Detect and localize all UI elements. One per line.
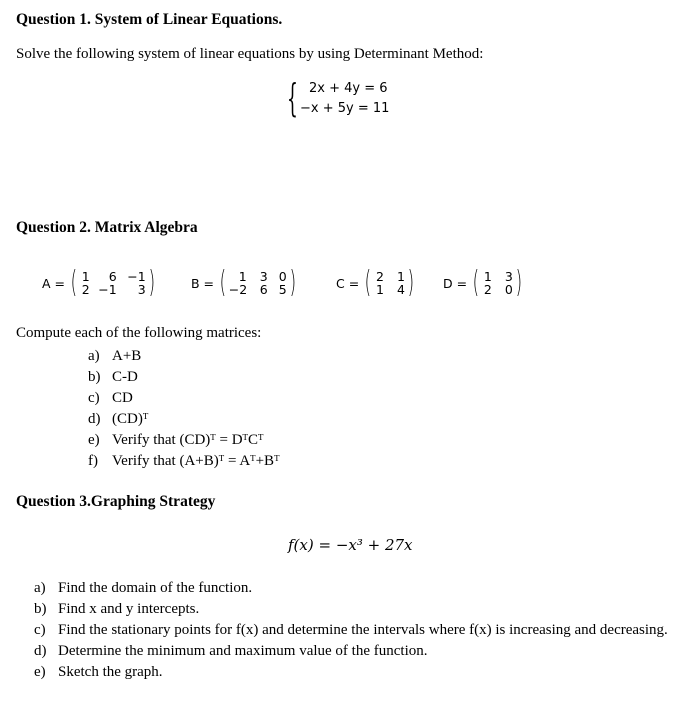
matrix-a-cell: 1 xyxy=(81,269,90,284)
matrix-d-cell: 2 xyxy=(483,282,492,297)
matrix-c: C = ( 2 1 1 4 ) xyxy=(336,265,414,300)
q2-list xyxy=(88,346,280,472)
matrix-d-label: D = xyxy=(443,275,468,291)
matrix-b-cell: −2 xyxy=(228,282,248,297)
matrix-a-cell: 2 xyxy=(81,282,90,297)
matrix-c-cell: 1 xyxy=(396,269,405,284)
list-item: c) CD xyxy=(88,390,133,406)
matrix-a-cell: 3 xyxy=(137,282,146,297)
equation-2: −x + 5y = 11 xyxy=(300,101,390,116)
list-item: e) Verify that (CD)ᵀ = DᵀCᵀ xyxy=(88,432,264,448)
matrix-b-label: B = xyxy=(191,275,215,291)
matrix-a-label: A = xyxy=(42,275,65,291)
matrix-b-cell: 0 xyxy=(278,269,287,284)
q2-intro: Compute each of the following matrices: xyxy=(16,325,262,341)
matrix-b: B = ( 1 3 0 −2 6 5 ) xyxy=(191,265,296,300)
matrix-a-cell: −1 xyxy=(127,269,146,284)
matrix-c-cell: 1 xyxy=(375,282,384,297)
matrix-d-cell: 0 xyxy=(504,282,513,297)
q1-intro: Solve the following system of linear equations by using Determinant Method: xyxy=(16,46,484,62)
list-item: b) Find x and y intercepts. xyxy=(34,601,200,617)
q1-heading: Question 1. System of Linear Equations. xyxy=(16,11,283,28)
matrix-b-cell: 1 xyxy=(238,269,247,284)
list-item: e) Sketch the graph. xyxy=(34,664,163,680)
list-item: d) (CD)ᵀ xyxy=(88,411,149,427)
matrix-c-cell: 2 xyxy=(375,269,384,284)
matrix-c-label: C = xyxy=(336,275,360,291)
equation-1: 2x + 4y = 6 xyxy=(309,81,388,96)
list-item: f) Verify that (A+B)ᵀ = Aᵀ+Bᵀ xyxy=(88,453,280,469)
list-item: b) C-D xyxy=(88,369,138,385)
left-brace: { xyxy=(287,76,298,120)
matrix-a-cell: −1 xyxy=(98,282,117,297)
matrix-b-cell: 6 xyxy=(259,282,268,297)
matrix-a-cell: 6 xyxy=(108,269,117,284)
matrix-d: D = ( 1 3 2 0 ) xyxy=(443,265,522,300)
matrix-b-cell: 5 xyxy=(278,282,287,297)
q3-list xyxy=(34,578,674,683)
matrix-d-cell: 3 xyxy=(504,269,513,284)
list-item: c) Find the stationary points for f(x) and determine the intervals where f(x) is increasing and decreasing. xyxy=(34,622,668,638)
list-item: d) Determine the minimum and maximum value of the function. xyxy=(34,643,428,659)
q2-heading: Question 2. Matrix Algebra xyxy=(16,219,198,236)
q3-heading: Question 3.Graphing Strategy xyxy=(16,493,216,510)
matrix-a: A = ( 1 6 −1 2 −1 3 ) xyxy=(42,265,155,300)
matrix-c-cell: 4 xyxy=(396,282,405,297)
matrix-b-cell: 3 xyxy=(259,269,268,284)
list-item: a) Find the domain of the function. xyxy=(34,580,253,596)
matrix-d-cell: 1 xyxy=(483,269,492,284)
list-item: a) A+B xyxy=(88,348,142,364)
function-definition: f(x) = −x³ + 27x xyxy=(288,536,413,554)
